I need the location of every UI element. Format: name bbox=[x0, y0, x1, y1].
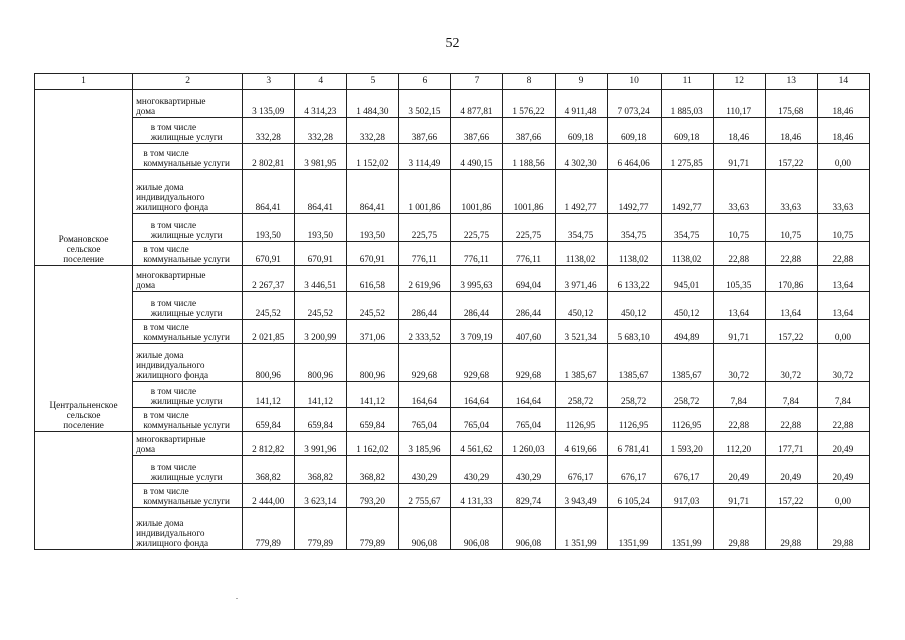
table-row bbox=[35, 266, 870, 292]
value-cell: 494,89 bbox=[661, 320, 713, 344]
subcategory-text: в том числе жилищные услуги bbox=[150, 298, 223, 318]
value-cell: 7,84 bbox=[817, 382, 869, 408]
column-number: 5 bbox=[347, 74, 399, 90]
table-row bbox=[35, 118, 870, 144]
value-cell: 0,00 bbox=[817, 144, 869, 170]
value-cell: 1001,86 bbox=[451, 170, 503, 214]
value-cell: 3 446,51 bbox=[295, 266, 347, 292]
value-cell: 2 755,67 bbox=[399, 484, 451, 508]
value-cell: 779,89 bbox=[295, 508, 347, 550]
value-cell: 2 444,00 bbox=[243, 484, 295, 508]
value-cell: 1351,99 bbox=[607, 508, 661, 550]
value-cell: 18,46 bbox=[817, 118, 869, 144]
column-number: 9 bbox=[555, 74, 607, 90]
value-cell: 3 971,46 bbox=[555, 266, 607, 292]
page-number: 52 bbox=[445, 36, 460, 51]
value-cell: 157,22 bbox=[765, 144, 817, 170]
value-cell: 13,64 bbox=[713, 292, 765, 320]
value-cell: 776,11 bbox=[399, 242, 451, 266]
value-cell: 430,29 bbox=[399, 456, 451, 484]
column-number: 10 bbox=[607, 74, 661, 90]
subcategory-text: в том числе жилищные услуги bbox=[150, 220, 223, 240]
subcategory-label bbox=[133, 456, 243, 484]
value-cell: 609,18 bbox=[661, 118, 713, 144]
value-cell: 3 981,95 bbox=[295, 144, 347, 170]
value-cell: 2 619,96 bbox=[399, 266, 451, 292]
table-row bbox=[35, 508, 870, 550]
value-cell: 30,72 bbox=[765, 344, 817, 382]
value-cell: 332,28 bbox=[295, 118, 347, 144]
value-cell: 22,88 bbox=[817, 408, 869, 432]
value-cell: 1 885,03 bbox=[661, 90, 713, 118]
value-cell: 286,44 bbox=[399, 292, 451, 320]
value-cell: 2 267,37 bbox=[243, 266, 295, 292]
table-row bbox=[35, 242, 870, 266]
value-cell: 4 911,48 bbox=[555, 90, 607, 118]
value-cell: 1 351,99 bbox=[555, 508, 607, 550]
value-cell: 906,08 bbox=[399, 508, 451, 550]
value-cell: 164,64 bbox=[399, 382, 451, 408]
value-cell: 0,00 bbox=[817, 484, 869, 508]
value-cell: 13,64 bbox=[765, 292, 817, 320]
value-cell: 33,63 bbox=[713, 170, 765, 214]
subcategory-label bbox=[133, 242, 243, 266]
category-label: многоквартирные дома bbox=[133, 432, 243, 456]
value-cell: 2 812,82 bbox=[243, 432, 295, 456]
value-cell: 193,50 bbox=[243, 214, 295, 242]
value-cell: 659,84 bbox=[295, 408, 347, 432]
value-cell: 387,66 bbox=[451, 118, 503, 144]
value-cell: 659,84 bbox=[243, 408, 295, 432]
value-cell: 1 162,02 bbox=[347, 432, 399, 456]
value-cell: 450,12 bbox=[607, 292, 661, 320]
value-cell: 157,22 bbox=[765, 320, 817, 344]
value-cell: 3 135,09 bbox=[243, 90, 295, 118]
value-cell: 765,04 bbox=[399, 408, 451, 432]
table-row bbox=[35, 90, 870, 118]
value-cell: 22,88 bbox=[713, 408, 765, 432]
value-cell: 177,71 bbox=[765, 432, 817, 456]
value-cell: 929,68 bbox=[503, 344, 555, 382]
value-cell: 616,58 bbox=[347, 266, 399, 292]
value-cell: 354,75 bbox=[661, 214, 713, 242]
value-cell: 258,72 bbox=[661, 382, 713, 408]
value-cell: 18,46 bbox=[765, 118, 817, 144]
category-label: жилые дома индивидуального жилищного фонда bbox=[133, 344, 243, 382]
value-cell: 20,49 bbox=[817, 456, 869, 484]
value-cell: 3 995,63 bbox=[451, 266, 503, 292]
value-cell: 6 105,24 bbox=[607, 484, 661, 508]
value-cell: 3 185,96 bbox=[399, 432, 451, 456]
value-cell: 4 561,62 bbox=[451, 432, 503, 456]
value-cell: 30,72 bbox=[713, 344, 765, 382]
value-cell: 5 683,10 bbox=[607, 320, 661, 344]
table-row bbox=[35, 382, 870, 408]
value-cell: 800,96 bbox=[347, 344, 399, 382]
subcategory-label bbox=[133, 292, 243, 320]
value-cell: 175,68 bbox=[765, 90, 817, 118]
value-cell: 1 484,30 bbox=[347, 90, 399, 118]
value-cell: 3 623,14 bbox=[295, 484, 347, 508]
value-cell: 13,64 bbox=[817, 292, 869, 320]
value-cell: 141,12 bbox=[243, 382, 295, 408]
subcategory-text: в том числе коммунальные услуги bbox=[143, 486, 230, 506]
value-cell: 4 131,33 bbox=[451, 484, 503, 508]
value-cell: 170,86 bbox=[765, 266, 817, 292]
value-cell: 6 133,22 bbox=[607, 266, 661, 292]
value-cell: 929,68 bbox=[451, 344, 503, 382]
subcategory-text: в том числе коммунальные услуги bbox=[143, 148, 230, 168]
value-cell: 29,88 bbox=[765, 508, 817, 550]
column-number: 7 bbox=[451, 74, 503, 90]
value-cell: 20,49 bbox=[817, 432, 869, 456]
value-cell: 371,06 bbox=[347, 320, 399, 344]
value-cell: 1351,99 bbox=[661, 508, 713, 550]
value-cell: 3 200,99 bbox=[295, 320, 347, 344]
value-cell: 793,20 bbox=[347, 484, 399, 508]
subcategory-label bbox=[133, 408, 243, 432]
value-cell: 3 502,15 bbox=[399, 90, 451, 118]
value-cell: 430,29 bbox=[503, 456, 555, 484]
value-cell: 450,12 bbox=[661, 292, 713, 320]
value-cell: 13,64 bbox=[817, 266, 869, 292]
value-cell: 245,52 bbox=[347, 292, 399, 320]
column-number: 2 bbox=[133, 74, 243, 90]
value-cell: 676,17 bbox=[555, 456, 607, 484]
value-cell: 387,66 bbox=[503, 118, 555, 144]
column-number: 12 bbox=[713, 74, 765, 90]
value-cell: 3 709,19 bbox=[451, 320, 503, 344]
value-cell: 225,75 bbox=[451, 214, 503, 242]
value-cell: 18,46 bbox=[817, 90, 869, 118]
table-row bbox=[35, 170, 870, 214]
category-label: жилые дома индивидуального жилищного фонда bbox=[133, 170, 243, 214]
value-cell: 7,84 bbox=[713, 382, 765, 408]
value-cell: 1 576,22 bbox=[503, 90, 555, 118]
subcategory-text: в том числе жилищные услуги bbox=[150, 386, 223, 406]
value-cell: 670,91 bbox=[347, 242, 399, 266]
value-cell: 30,72 bbox=[817, 344, 869, 382]
value-cell: 258,72 bbox=[555, 382, 607, 408]
value-cell: 110,17 bbox=[713, 90, 765, 118]
column-number: 13 bbox=[765, 74, 817, 90]
value-cell: 1126,95 bbox=[661, 408, 713, 432]
value-cell: 141,12 bbox=[295, 382, 347, 408]
value-cell: 1385,67 bbox=[607, 344, 661, 382]
value-cell: 22,88 bbox=[765, 242, 817, 266]
scan-speck bbox=[236, 598, 238, 599]
data-table bbox=[34, 73, 870, 550]
value-cell: 20,49 bbox=[765, 456, 817, 484]
value-cell: 765,04 bbox=[503, 408, 555, 432]
value-cell: 91,71 bbox=[713, 144, 765, 170]
value-cell: 3 114,49 bbox=[399, 144, 451, 170]
value-cell: 1001,86 bbox=[503, 170, 555, 214]
value-cell: 1138,02 bbox=[555, 242, 607, 266]
category-label: многоквартирные дома bbox=[133, 90, 243, 118]
value-cell: 1 593,20 bbox=[661, 432, 713, 456]
value-cell: 10,75 bbox=[765, 214, 817, 242]
column-number: 6 bbox=[399, 74, 451, 90]
table-header bbox=[35, 74, 870, 90]
value-cell: 779,89 bbox=[243, 508, 295, 550]
value-cell: 765,04 bbox=[451, 408, 503, 432]
value-cell: 22,88 bbox=[817, 242, 869, 266]
value-cell: 354,75 bbox=[555, 214, 607, 242]
value-cell: 332,28 bbox=[243, 118, 295, 144]
table-row bbox=[35, 484, 870, 508]
subcategory-text: в том числе коммунальные услуги bbox=[143, 244, 230, 264]
value-cell: 20,49 bbox=[713, 456, 765, 484]
subcategory-text: в том числе коммунальные услуги bbox=[143, 410, 230, 430]
value-cell: 4 314,23 bbox=[295, 90, 347, 118]
value-cell: 450,12 bbox=[555, 292, 607, 320]
value-cell: 1 152,02 bbox=[347, 144, 399, 170]
value-cell: 7 073,24 bbox=[607, 90, 661, 118]
column-number: 3 bbox=[243, 74, 295, 90]
value-cell: 864,41 bbox=[295, 170, 347, 214]
settlement-name: Романовское сельское поселение bbox=[35, 90, 133, 266]
value-cell: 4 490,15 bbox=[451, 144, 503, 170]
value-cell: 10,75 bbox=[713, 214, 765, 242]
value-cell: 354,75 bbox=[607, 214, 661, 242]
value-cell: 1138,02 bbox=[607, 242, 661, 266]
settlement-name: Центральненское сельское поселение bbox=[35, 266, 133, 432]
value-cell: 1138,02 bbox=[661, 242, 713, 266]
subcategory-text: в том числе коммунальные услуги bbox=[143, 322, 230, 342]
value-cell: 22,88 bbox=[765, 408, 817, 432]
column-number: 11 bbox=[661, 74, 713, 90]
value-cell: 676,17 bbox=[607, 456, 661, 484]
value-cell: 6 464,06 bbox=[607, 144, 661, 170]
value-cell: 1385,67 bbox=[661, 344, 713, 382]
value-cell: 91,71 bbox=[713, 484, 765, 508]
value-cell: 4 877,81 bbox=[451, 90, 503, 118]
table-row bbox=[35, 144, 870, 170]
value-cell: 7,84 bbox=[765, 382, 817, 408]
value-cell: 225,75 bbox=[503, 214, 555, 242]
value-cell: 2 021,85 bbox=[243, 320, 295, 344]
value-cell: 225,75 bbox=[399, 214, 451, 242]
value-cell: 776,11 bbox=[451, 242, 503, 266]
value-cell: 609,18 bbox=[607, 118, 661, 144]
value-cell: 10,75 bbox=[817, 214, 869, 242]
value-cell: 33,63 bbox=[765, 170, 817, 214]
value-cell: 91,71 bbox=[713, 320, 765, 344]
value-cell: 258,72 bbox=[607, 382, 661, 408]
subcategory-label bbox=[133, 484, 243, 508]
value-cell: 1126,95 bbox=[555, 408, 607, 432]
value-cell: 286,44 bbox=[503, 292, 555, 320]
value-cell: 4 302,30 bbox=[555, 144, 607, 170]
subcategory-text: в том числе жилищные услуги bbox=[150, 122, 223, 142]
value-cell: 2 802,81 bbox=[243, 144, 295, 170]
value-cell: 387,66 bbox=[399, 118, 451, 144]
value-cell: 1126,95 bbox=[607, 408, 661, 432]
value-cell: 829,74 bbox=[503, 484, 555, 508]
table-row bbox=[35, 292, 870, 320]
value-cell: 906,08 bbox=[503, 508, 555, 550]
value-cell: 164,64 bbox=[451, 382, 503, 408]
subcategory-label bbox=[133, 144, 243, 170]
value-cell: 157,22 bbox=[765, 484, 817, 508]
value-cell: 670,91 bbox=[243, 242, 295, 266]
value-cell: 286,44 bbox=[451, 292, 503, 320]
value-cell: 670,91 bbox=[295, 242, 347, 266]
value-cell: 29,88 bbox=[817, 508, 869, 550]
value-cell: 368,82 bbox=[295, 456, 347, 484]
value-cell: 694,04 bbox=[503, 266, 555, 292]
value-cell: 4 619,66 bbox=[555, 432, 607, 456]
settlement-name bbox=[35, 432, 133, 550]
value-cell: 332,28 bbox=[347, 118, 399, 144]
value-cell: 917,03 bbox=[661, 484, 713, 508]
table-row bbox=[35, 456, 870, 484]
table-row bbox=[35, 408, 870, 432]
value-cell: 22,88 bbox=[713, 242, 765, 266]
value-cell: 1 492,77 bbox=[555, 170, 607, 214]
value-cell: 3 943,49 bbox=[555, 484, 607, 508]
value-cell: 33,63 bbox=[817, 170, 869, 214]
value-cell: 929,68 bbox=[399, 344, 451, 382]
value-cell: 245,52 bbox=[243, 292, 295, 320]
value-cell: 609,18 bbox=[555, 118, 607, 144]
value-cell: 906,08 bbox=[451, 508, 503, 550]
subcategory-label bbox=[133, 214, 243, 242]
value-cell: 1 260,03 bbox=[503, 432, 555, 456]
value-cell: 368,82 bbox=[243, 456, 295, 484]
value-cell: 659,84 bbox=[347, 408, 399, 432]
subcategory-label bbox=[133, 382, 243, 408]
value-cell: 800,96 bbox=[295, 344, 347, 382]
subcategory-label bbox=[133, 118, 243, 144]
column-number: 4 bbox=[295, 74, 347, 90]
value-cell: 245,52 bbox=[295, 292, 347, 320]
value-cell: 1 275,85 bbox=[661, 144, 713, 170]
value-cell: 1 188,56 bbox=[503, 144, 555, 170]
value-cell: 29,88 bbox=[713, 508, 765, 550]
subcategory-text: в том числе жилищные услуги bbox=[150, 462, 223, 482]
table-body bbox=[35, 90, 870, 550]
value-cell: 193,50 bbox=[295, 214, 347, 242]
value-cell: 864,41 bbox=[243, 170, 295, 214]
value-cell: 1 385,67 bbox=[555, 344, 607, 382]
column-number: 1 bbox=[35, 74, 133, 90]
value-cell: 430,29 bbox=[451, 456, 503, 484]
value-cell: 112,20 bbox=[713, 432, 765, 456]
value-cell: 1 001,86 bbox=[399, 170, 451, 214]
value-cell: 1492,77 bbox=[661, 170, 713, 214]
table-row bbox=[35, 344, 870, 382]
category-label: жилые дома индивидуального жилищного фонда bbox=[133, 508, 243, 550]
value-cell: 864,41 bbox=[347, 170, 399, 214]
column-number: 14 bbox=[817, 74, 869, 90]
value-cell: 193,50 bbox=[347, 214, 399, 242]
value-cell: 3 991,96 bbox=[295, 432, 347, 456]
value-cell: 105,35 bbox=[713, 266, 765, 292]
value-cell: 0,00 bbox=[817, 320, 869, 344]
value-cell: 6 781,41 bbox=[607, 432, 661, 456]
value-cell: 779,89 bbox=[347, 508, 399, 550]
value-cell: 3 521,34 bbox=[555, 320, 607, 344]
category-label: многоквартирные дома bbox=[133, 266, 243, 292]
value-cell: 141,12 bbox=[347, 382, 399, 408]
table-row bbox=[35, 214, 870, 242]
subcategory-label bbox=[133, 320, 243, 344]
table-row bbox=[35, 432, 870, 456]
value-cell: 776,11 bbox=[503, 242, 555, 266]
value-cell: 407,60 bbox=[503, 320, 555, 344]
value-cell: 368,82 bbox=[347, 456, 399, 484]
value-cell: 2 333,52 bbox=[399, 320, 451, 344]
value-cell: 676,17 bbox=[661, 456, 713, 484]
column-number-row bbox=[35, 74, 870, 90]
column-number: 8 bbox=[503, 74, 555, 90]
value-cell: 1492,77 bbox=[607, 170, 661, 214]
value-cell: 945,01 bbox=[661, 266, 713, 292]
table-row bbox=[35, 320, 870, 344]
value-cell: 164,64 bbox=[503, 382, 555, 408]
value-cell: 800,96 bbox=[243, 344, 295, 382]
value-cell: 18,46 bbox=[713, 118, 765, 144]
